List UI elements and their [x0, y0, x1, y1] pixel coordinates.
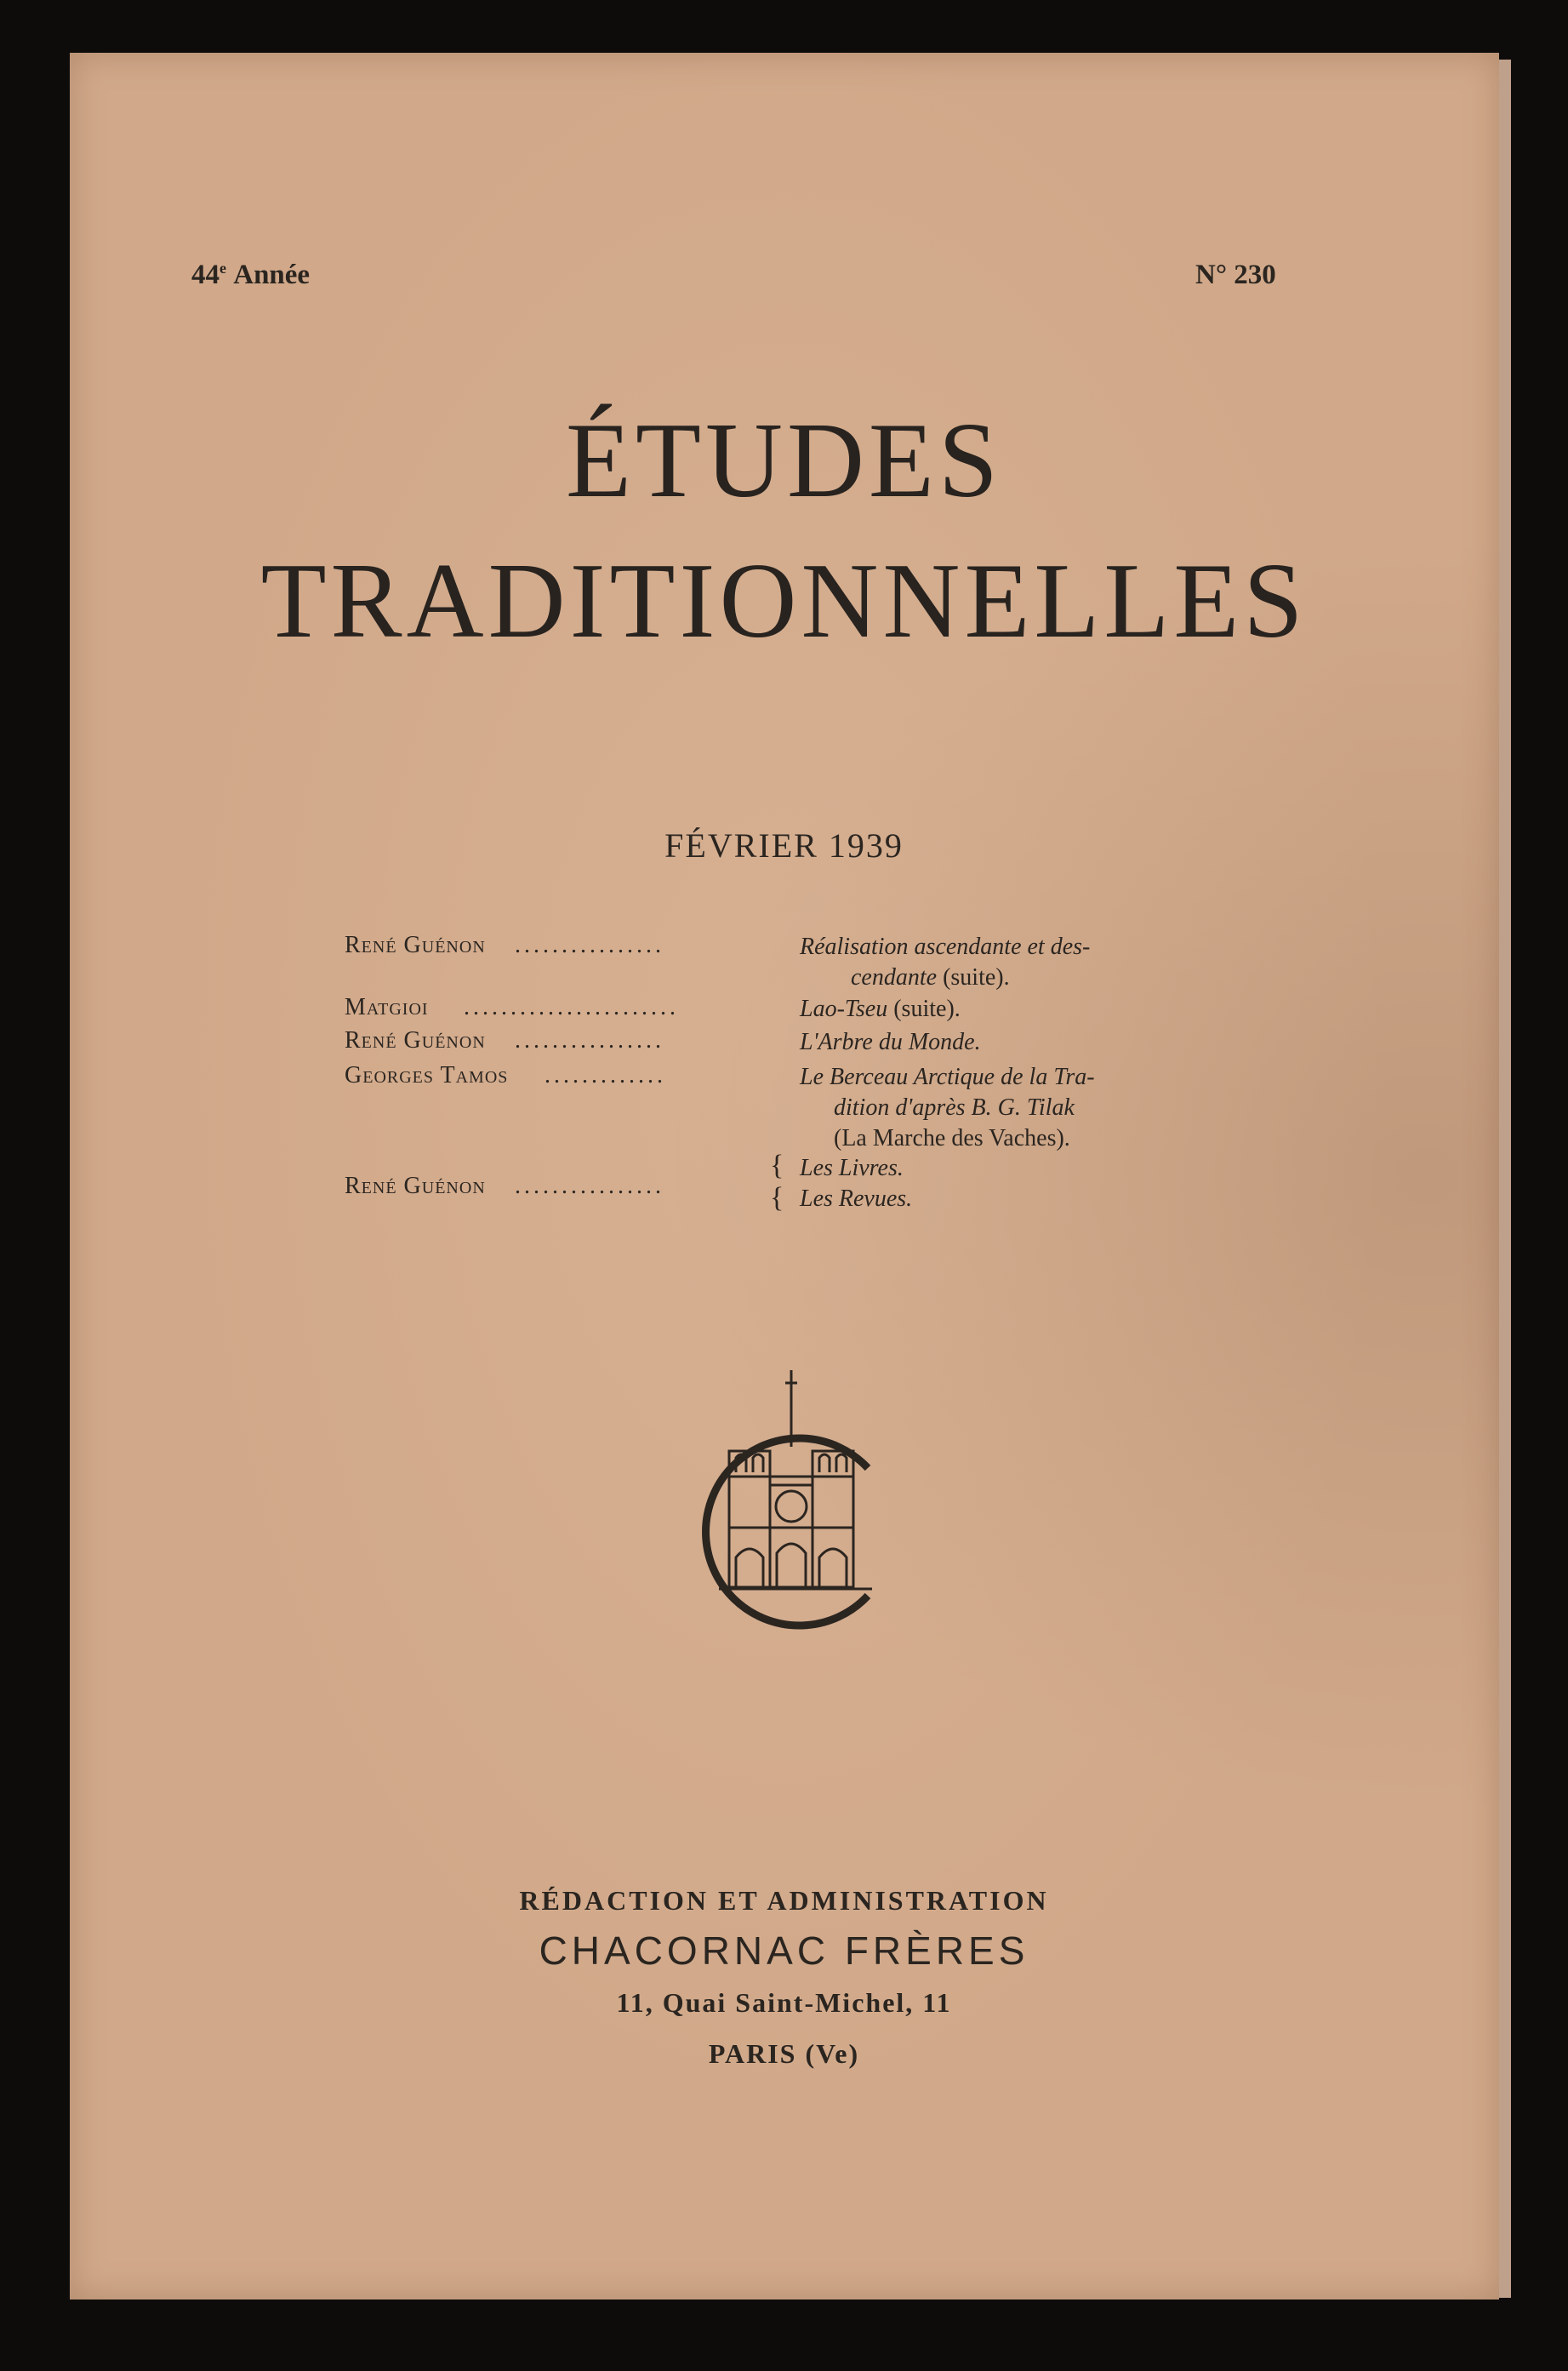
toc-author: René Guénon	[345, 932, 486, 958]
toc-title: L'Arbre du Monde.	[800, 1029, 981, 1055]
toc-leader: .............	[545, 1062, 666, 1088]
cathedral-monogram-logo	[668, 1366, 889, 1647]
title-line-1: ÉTUDES	[566, 402, 1002, 520]
toc-leader: .......................	[464, 994, 679, 1020]
title-line-2: TRADITIONNELLES	[260, 542, 1308, 660]
brace-glyph: {	[770, 1182, 784, 1214]
editorial-line: RÉDACTION ET ADMINISTRATION	[519, 1885, 1049, 1916]
publisher-city: PARIS (Ve)	[708, 2038, 860, 2069]
brace-glyph: {	[770, 1150, 784, 1181]
publisher-address: 11, Quai Saint-Michel, 11	[616, 1987, 952, 2018]
toc-title: Réalisation ascendante et des- cendante (suite).	[800, 934, 1091, 991]
issue-date: FÉVRIER 1939	[664, 826, 904, 865]
toc-author: René Guénon	[345, 1173, 486, 1199]
toc-title: Lao-Tseu (suite).	[800, 996, 961, 1022]
publisher-name: CHACORNAC FRÈRES	[539, 1928, 1029, 1973]
toc-title: Le Berceau Arctique de la Tra- dition d'après B. G. Tilak (La Marche des Vaches).	[800, 1064, 1095, 1151]
toc-title: Les Livres. Les Revues.	[800, 1155, 913, 1212]
toc-author: Matgioi	[345, 994, 429, 1020]
toc-author: René Guénon	[345, 1027, 486, 1054]
issue-number: N° 230	[1195, 260, 1276, 290]
toc-leader: ................	[515, 932, 664, 958]
toc-leader: ................	[515, 1027, 664, 1054]
toc-leader: ................	[515, 1173, 664, 1199]
volume-year: 44e Année	[191, 260, 311, 290]
toc-author: Georges Tamos	[345, 1062, 509, 1088]
